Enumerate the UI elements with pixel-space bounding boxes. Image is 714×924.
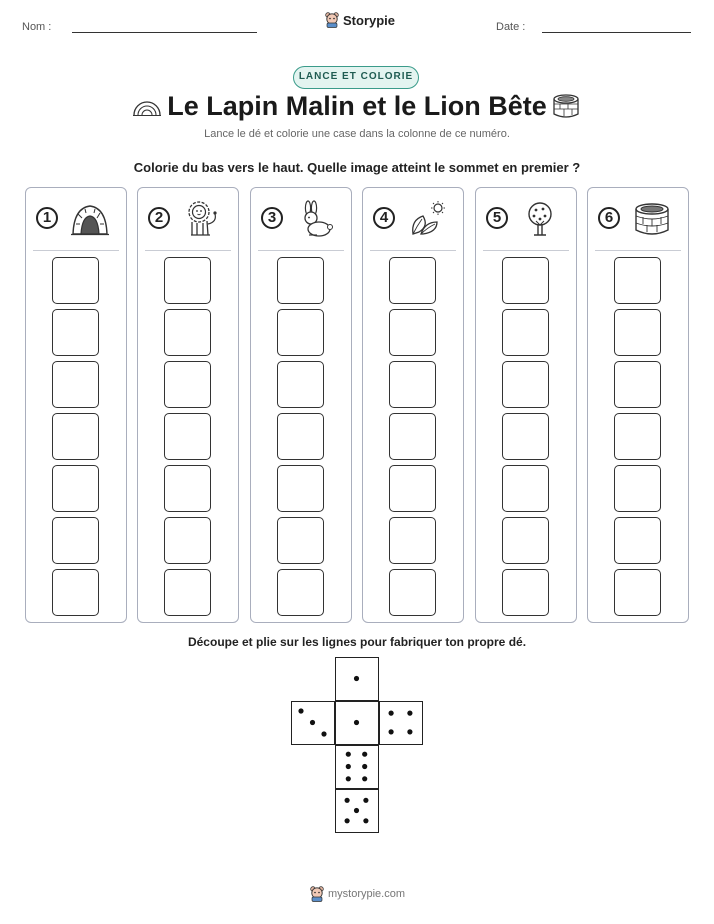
die-pip: [346, 776, 351, 781]
date-label: Date :: [496, 21, 526, 33]
color-cell[interactable]: [389, 361, 436, 408]
page-title: Le Lapin Malin et le Lion Bête: [167, 91, 547, 121]
color-cell[interactable]: [164, 361, 211, 408]
color-cell[interactable]: [277, 517, 324, 564]
die-pip: [389, 729, 394, 734]
column-divider: [595, 250, 681, 251]
die-face-right: [379, 701, 423, 745]
color-cell[interactable]: [502, 413, 549, 460]
color-cell[interactable]: [277, 569, 324, 616]
lion-icon: [182, 200, 222, 238]
color-cell[interactable]: [389, 413, 436, 460]
column-divider: [370, 250, 456, 251]
dice-column: [475, 187, 577, 623]
color-cell[interactable]: [52, 465, 99, 512]
wishing-well-icon: [551, 93, 581, 119]
column-number: 2: [148, 207, 170, 229]
well-icon: [632, 200, 672, 238]
die-pip: [354, 720, 359, 725]
die-face-below: [335, 745, 379, 789]
color-cell[interactable]: [614, 309, 661, 356]
dice-column: [362, 187, 464, 623]
column-number: 1: [36, 207, 58, 229]
die-pip: [407, 711, 412, 716]
die-pip: [362, 764, 367, 769]
activity-badge: LANCE ET COLORIE: [293, 66, 419, 89]
cut-instruction: Découpe et plie sur les lignes pour fabriquer ton propre dé.: [187, 635, 527, 649]
die-pip: [363, 818, 368, 823]
die-face-bottom: [335, 789, 379, 833]
column-number: 6: [598, 207, 620, 229]
dice-column: [250, 187, 352, 623]
die-pip: [362, 752, 367, 757]
die-pip: [346, 764, 351, 769]
color-cell[interactable]: [52, 257, 99, 304]
color-cell[interactable]: [502, 257, 549, 304]
color-cell[interactable]: [614, 257, 661, 304]
die-pip: [362, 776, 367, 781]
die-pip: [363, 798, 368, 803]
dice-column: [137, 187, 239, 623]
date-line[interactable]: [542, 32, 691, 33]
color-cell[interactable]: [164, 309, 211, 356]
die-pip: [310, 720, 315, 725]
brand-logo: [325, 12, 395, 28]
column-header: [251, 188, 351, 250]
color-cell[interactable]: [164, 413, 211, 460]
dice-column: [587, 187, 689, 623]
column-divider: [483, 250, 569, 251]
bear-mascot-icon: [325, 12, 339, 28]
color-cell[interactable]: [164, 569, 211, 616]
column-divider: [33, 250, 119, 251]
color-cell[interactable]: [502, 465, 549, 512]
die-pip: [354, 676, 359, 681]
column-number: 3: [261, 207, 283, 229]
color-cell[interactable]: [389, 309, 436, 356]
color-cell[interactable]: [502, 569, 549, 616]
column-divider: [258, 250, 344, 251]
page-subtitle: Lance le dé et colorie une case dans la colonne de ce numéro.: [204, 128, 510, 140]
dice-column: [25, 187, 127, 623]
column-divider: [145, 250, 231, 251]
color-cell[interactable]: [502, 361, 549, 408]
column-header: [588, 188, 688, 250]
die-pips: [336, 702, 377, 743]
column-number: 4: [373, 207, 395, 229]
die-pips: [380, 702, 421, 743]
color-cell[interactable]: [164, 465, 211, 512]
color-cell[interactable]: [614, 465, 661, 512]
color-cell[interactable]: [164, 517, 211, 564]
bear-mascot-icon: [310, 886, 324, 902]
color-cell[interactable]: [614, 413, 661, 460]
color-cell[interactable]: [614, 361, 661, 408]
rabbit-icon: [295, 200, 335, 238]
footer-url[interactable]: mystorypie.com: [328, 888, 406, 900]
die-face-left: [291, 701, 335, 745]
column-header: [26, 188, 126, 250]
color-cell[interactable]: [277, 257, 324, 304]
color-cell[interactable]: [389, 569, 436, 616]
color-cell[interactable]: [502, 517, 549, 564]
color-cell[interactable]: [52, 569, 99, 616]
color-cell[interactable]: [52, 517, 99, 564]
color-cell[interactable]: [614, 517, 661, 564]
die-face-top: [335, 657, 379, 701]
die-pip: [346, 752, 351, 757]
die-pip: [389, 711, 394, 716]
column-number: 5: [486, 207, 508, 229]
color-cell[interactable]: [277, 413, 324, 460]
color-cell[interactable]: [52, 413, 99, 460]
color-cell[interactable]: [277, 309, 324, 356]
tree-icon: [520, 200, 560, 238]
brand-name: Storypie: [343, 12, 396, 28]
die-face-center: [335, 701, 379, 745]
color-cell[interactable]: [277, 465, 324, 512]
sun-leaf-icon: [407, 200, 447, 238]
die-pips: [292, 702, 333, 743]
color-cell[interactable]: [277, 361, 324, 408]
die-pip: [345, 818, 350, 823]
column-header: [363, 188, 463, 250]
color-cell[interactable]: [164, 257, 211, 304]
footer: [310, 886, 405, 902]
color-cell[interactable]: [52, 361, 99, 408]
column-header: [476, 188, 576, 250]
color-cell[interactable]: [52, 309, 99, 356]
color-cell[interactable]: [389, 257, 436, 304]
die-pip: [345, 798, 350, 803]
die-pip: [321, 731, 326, 736]
die-pip: [354, 808, 359, 813]
die-pip: [298, 708, 303, 713]
cave-icon: [70, 200, 110, 238]
color-cell[interactable]: [614, 569, 661, 616]
instruction: Colorie du bas vers le haut. Quelle image atteint le sommet en premier ?: [133, 160, 581, 175]
die-pips: [336, 746, 377, 787]
die-pips: [336, 790, 377, 831]
name-label: Nom :: [22, 21, 52, 33]
color-cell[interactable]: [389, 517, 436, 564]
die-pips: [336, 658, 377, 699]
die-pip: [407, 729, 412, 734]
column-header: [138, 188, 238, 250]
color-cell[interactable]: [502, 309, 549, 356]
color-cell[interactable]: [389, 465, 436, 512]
name-line[interactable]: [72, 32, 257, 33]
